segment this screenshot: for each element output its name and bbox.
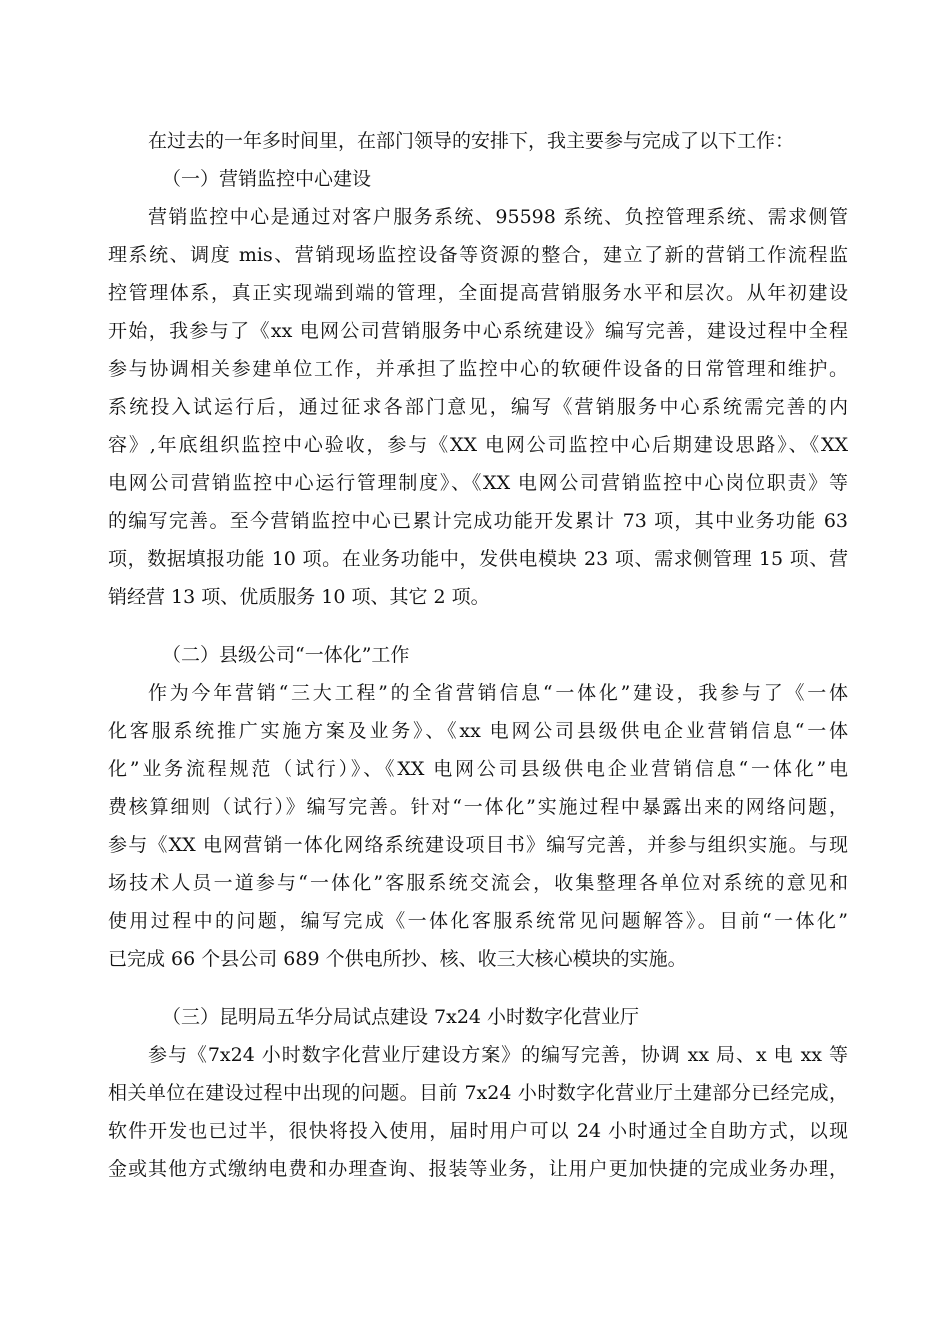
section-2-heading: （二）县级公司“一体化”工作 bbox=[162, 644, 410, 666]
section-1-line: 系统投入试运行后，通过征求各部门意见，编写《营销服务中心系统需完善的内 bbox=[108, 396, 848, 418]
section-1-line: 销经营 13 项、优质服务 10 项、其它 2 项。 bbox=[108, 586, 490, 608]
section-1-line: 参与协调相关参建单位工作，并承担了监控中心的软硬件设备的日常管理和维护。 bbox=[108, 358, 848, 380]
section-2-line: 场技术人员一道参与“一体化”客服系统交流会，收集整理各单位对系统的意见和 bbox=[108, 872, 848, 894]
section-1-line: 理系统、调度 mis、营销现场监控设备等资源的整合，建立了新的营销工作流程监 bbox=[108, 244, 848, 266]
section-1 bbox=[108, 160, 848, 616]
section-1-paragraph bbox=[108, 198, 848, 616]
section-1-line: 项，数据填报功能 10 项。在业务功能中，发供电模块 23 项、需求侧管理 15 项、营 bbox=[108, 548, 848, 570]
section-2-paragraph bbox=[108, 674, 848, 978]
section-1-line: 开始，我参与了《xx 电网公司营销服务中心系统建设》编写完善，建设过程中全程 bbox=[108, 320, 848, 342]
section-3-heading: （三）昆明局五华分局试点建设 7x24 小时数字化营业厅 bbox=[162, 1006, 640, 1028]
section-3-line: 参与《7x24 小时数字化营业厅建设方案》的编写完善，协调 xx 局、x 电 xx 等 bbox=[148, 1044, 848, 1066]
section-2 bbox=[108, 636, 848, 978]
section-2-line: 作为今年营销“三大工程”的全省营销信息“一体化”建设，我参与了《一体 bbox=[148, 682, 848, 704]
section-2-line: 化”业务流程规范（试行）》、《XX 电网公司县级供电企业营销信息“一体化”电 bbox=[108, 758, 848, 780]
section-1-line: 容》,年底组织监控中心验收，参与《XX 电网公司监控中心后期建设思路》、《XX bbox=[108, 434, 848, 456]
section-3-paragraph bbox=[108, 1036, 848, 1188]
section-2-line: 已完成 66 个县公司 689 个供电所抄、核、收三大核心模块的实施。 bbox=[108, 948, 687, 970]
section-2-line: 费核算细则（试行）》编写完善。针对“一体化”实施过程中暴露出来的网络问题， bbox=[108, 796, 848, 818]
section-1-line: 营销监控中心是通过对客户服务系统、95598 系统、负控管理系统、需求侧管 bbox=[148, 206, 848, 228]
intro-paragraph bbox=[108, 122, 848, 160]
section-3-line: 软件开发也已过半，很快将投入使用，届时用户可以 24 小时通过全自助方式，以现 bbox=[108, 1120, 848, 1142]
section-1-heading: （一）营销监控中心建设 bbox=[162, 168, 372, 190]
section-2-line: 参与《XX 电网营销一体化网络系统建设项目书》编写完善，并参与组织实施。与现 bbox=[108, 834, 848, 856]
section-3 bbox=[108, 998, 848, 1188]
section-2-line: 化客服系统推广实施方案及业务》、《xx 电网公司县级供电企业营销信息“一体 bbox=[108, 720, 848, 742]
section-3-line: 相关单位在建设过程中出现的问题。目前 7x24 小时数字化营业厅土建部分已经完成， bbox=[108, 1082, 848, 1104]
section-1-line: 的编写完善。至今营销监控中心已累计完成功能开发累计 73 项，其中业务功能 63 bbox=[108, 510, 848, 532]
section-3-line: 金或其他方式缴纳电费和办理查询、报装等业务，让用户更加快捷的完成业务办理， bbox=[108, 1158, 848, 1180]
section-1-line: 控管理体系，真正实现端到端的管理，全面提高营销服务水平和层次。从年初建设 bbox=[108, 282, 848, 304]
section-2-line: 使用过程中的问题，编写完成《一体化客服系统常见问题解答》。目前“一体化” bbox=[108, 910, 848, 932]
section-1-line: 电网公司营销监控中心运行管理制度》、《XX 电网公司营销监控中心岗位职责》等 bbox=[108, 472, 848, 494]
intro-line: 在过去的一年多时间里，在部门领导的安排下，我主要参与完成了以下工作： bbox=[148, 130, 795, 152]
